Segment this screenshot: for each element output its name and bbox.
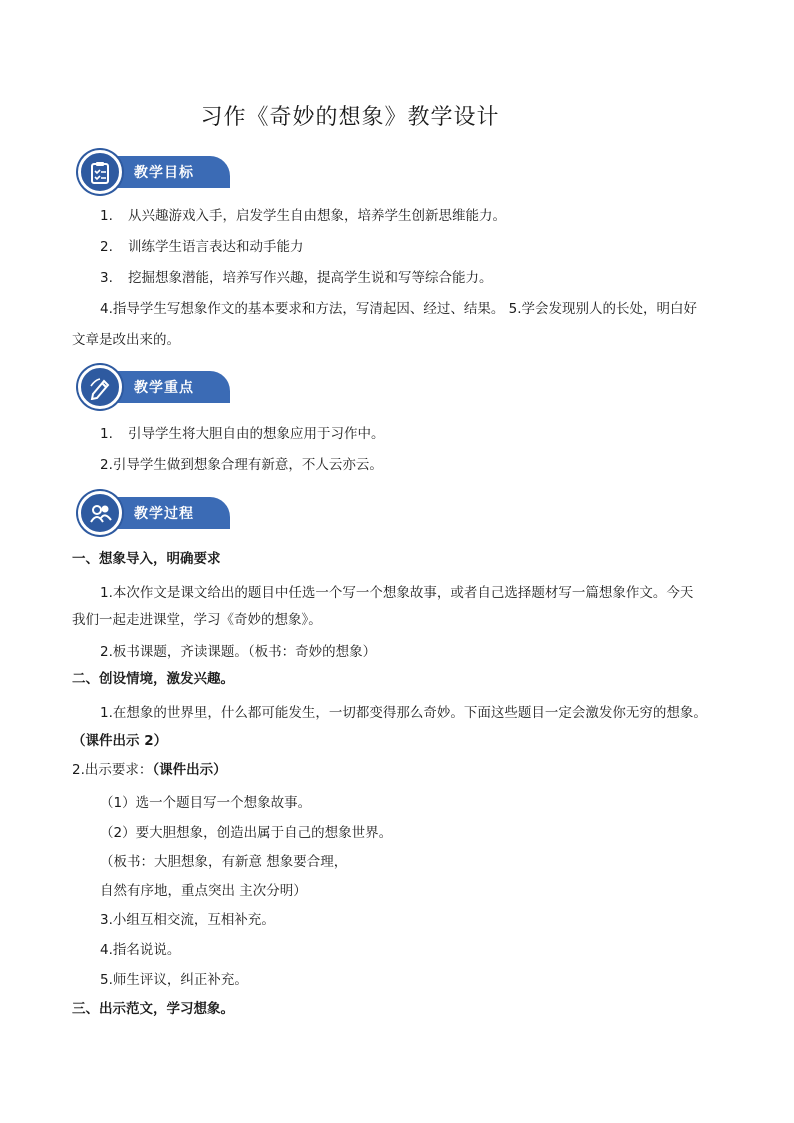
people-icon bbox=[78, 491, 122, 535]
goal-item: 1. 从兴趣游戏入手，启发学生自由想象，培养学生创新思维能力。 bbox=[100, 208, 506, 224]
requirement-item: （2）要大胆想象，创造出属于自己的想象世界。 bbox=[100, 825, 393, 841]
section-title: 教学目标 bbox=[134, 165, 194, 181]
process-paragraph: 1.本次作文是课文给出的题目中任选一个写一个想象故事，或者自己选择题材写一篇想象作文。今天 bbox=[100, 585, 694, 601]
goal-item: 3. 挖掘想象潜能，培养写作兴趣，提高学生说和写等综合能力。 bbox=[100, 270, 493, 286]
section-title: 教学过程 bbox=[134, 506, 194, 522]
process-paragraph: 2.出示要求：（课件出示） bbox=[72, 762, 227, 778]
process-heading: 二、创设情境，激发兴趣。 bbox=[72, 671, 234, 687]
section-header-focus bbox=[78, 365, 238, 409]
focus-item: 2.引导学生做到想象合理有新意，不人云亦云。 bbox=[100, 457, 383, 473]
blackboard-note: 自然有序地，重点突出 主次分明） bbox=[100, 883, 307, 899]
page-title: 习作《奇妙的想象》教学设计 bbox=[200, 105, 500, 130]
blackboard-note: （板书：大胆想象，有新意 想象要合理， bbox=[100, 854, 348, 870]
goal-item-continued: 文章是改出来的。 bbox=[72, 332, 180, 348]
requirement-item: （1）选一个题目写一个想象故事。 bbox=[100, 795, 312, 811]
process-heading: 一、想象导入，明确要求 bbox=[72, 551, 221, 567]
section-header-goals bbox=[78, 150, 238, 194]
process-paragraph-continued: （课件出示 2） bbox=[72, 733, 168, 749]
goal-item: 2. 训练学生语言表达和动手能力 bbox=[100, 239, 304, 255]
section-title: 教学重点 bbox=[134, 380, 194, 396]
process-step: 4.指名说说。 bbox=[100, 942, 181, 958]
process-paragraph-continued: 我们一起走进课堂，学习《奇妙的想象》。 bbox=[72, 612, 322, 628]
pencil-icon bbox=[78, 365, 122, 409]
goal-item: 4.指导学生写想象作文的基本要求和方法，写清起因、经过、结果。 5.学会发现别人的长处，明白好 bbox=[100, 301, 698, 317]
process-step: 3.小组互相交流，互相补充。 bbox=[100, 912, 275, 928]
section-header-process bbox=[78, 491, 238, 535]
process-step: 5.师生评议，纠正补充。 bbox=[100, 972, 248, 988]
clipboard-checklist-icon bbox=[78, 150, 122, 194]
process-heading: 三、出示范文，学习想象。 bbox=[72, 1001, 234, 1017]
process-paragraph: 1.在想象的世界里，什么都可能发生，一切都变得那么奇妙。下面这些题目一定会激发你无穷的想象。 bbox=[100, 705, 707, 721]
process-paragraph: 2.板书课题，齐读课题。（板书：奇妙的想象） bbox=[100, 644, 377, 660]
focus-item: 1. 引导学生将大胆自由的想象应用于习作中。 bbox=[100, 426, 385, 442]
